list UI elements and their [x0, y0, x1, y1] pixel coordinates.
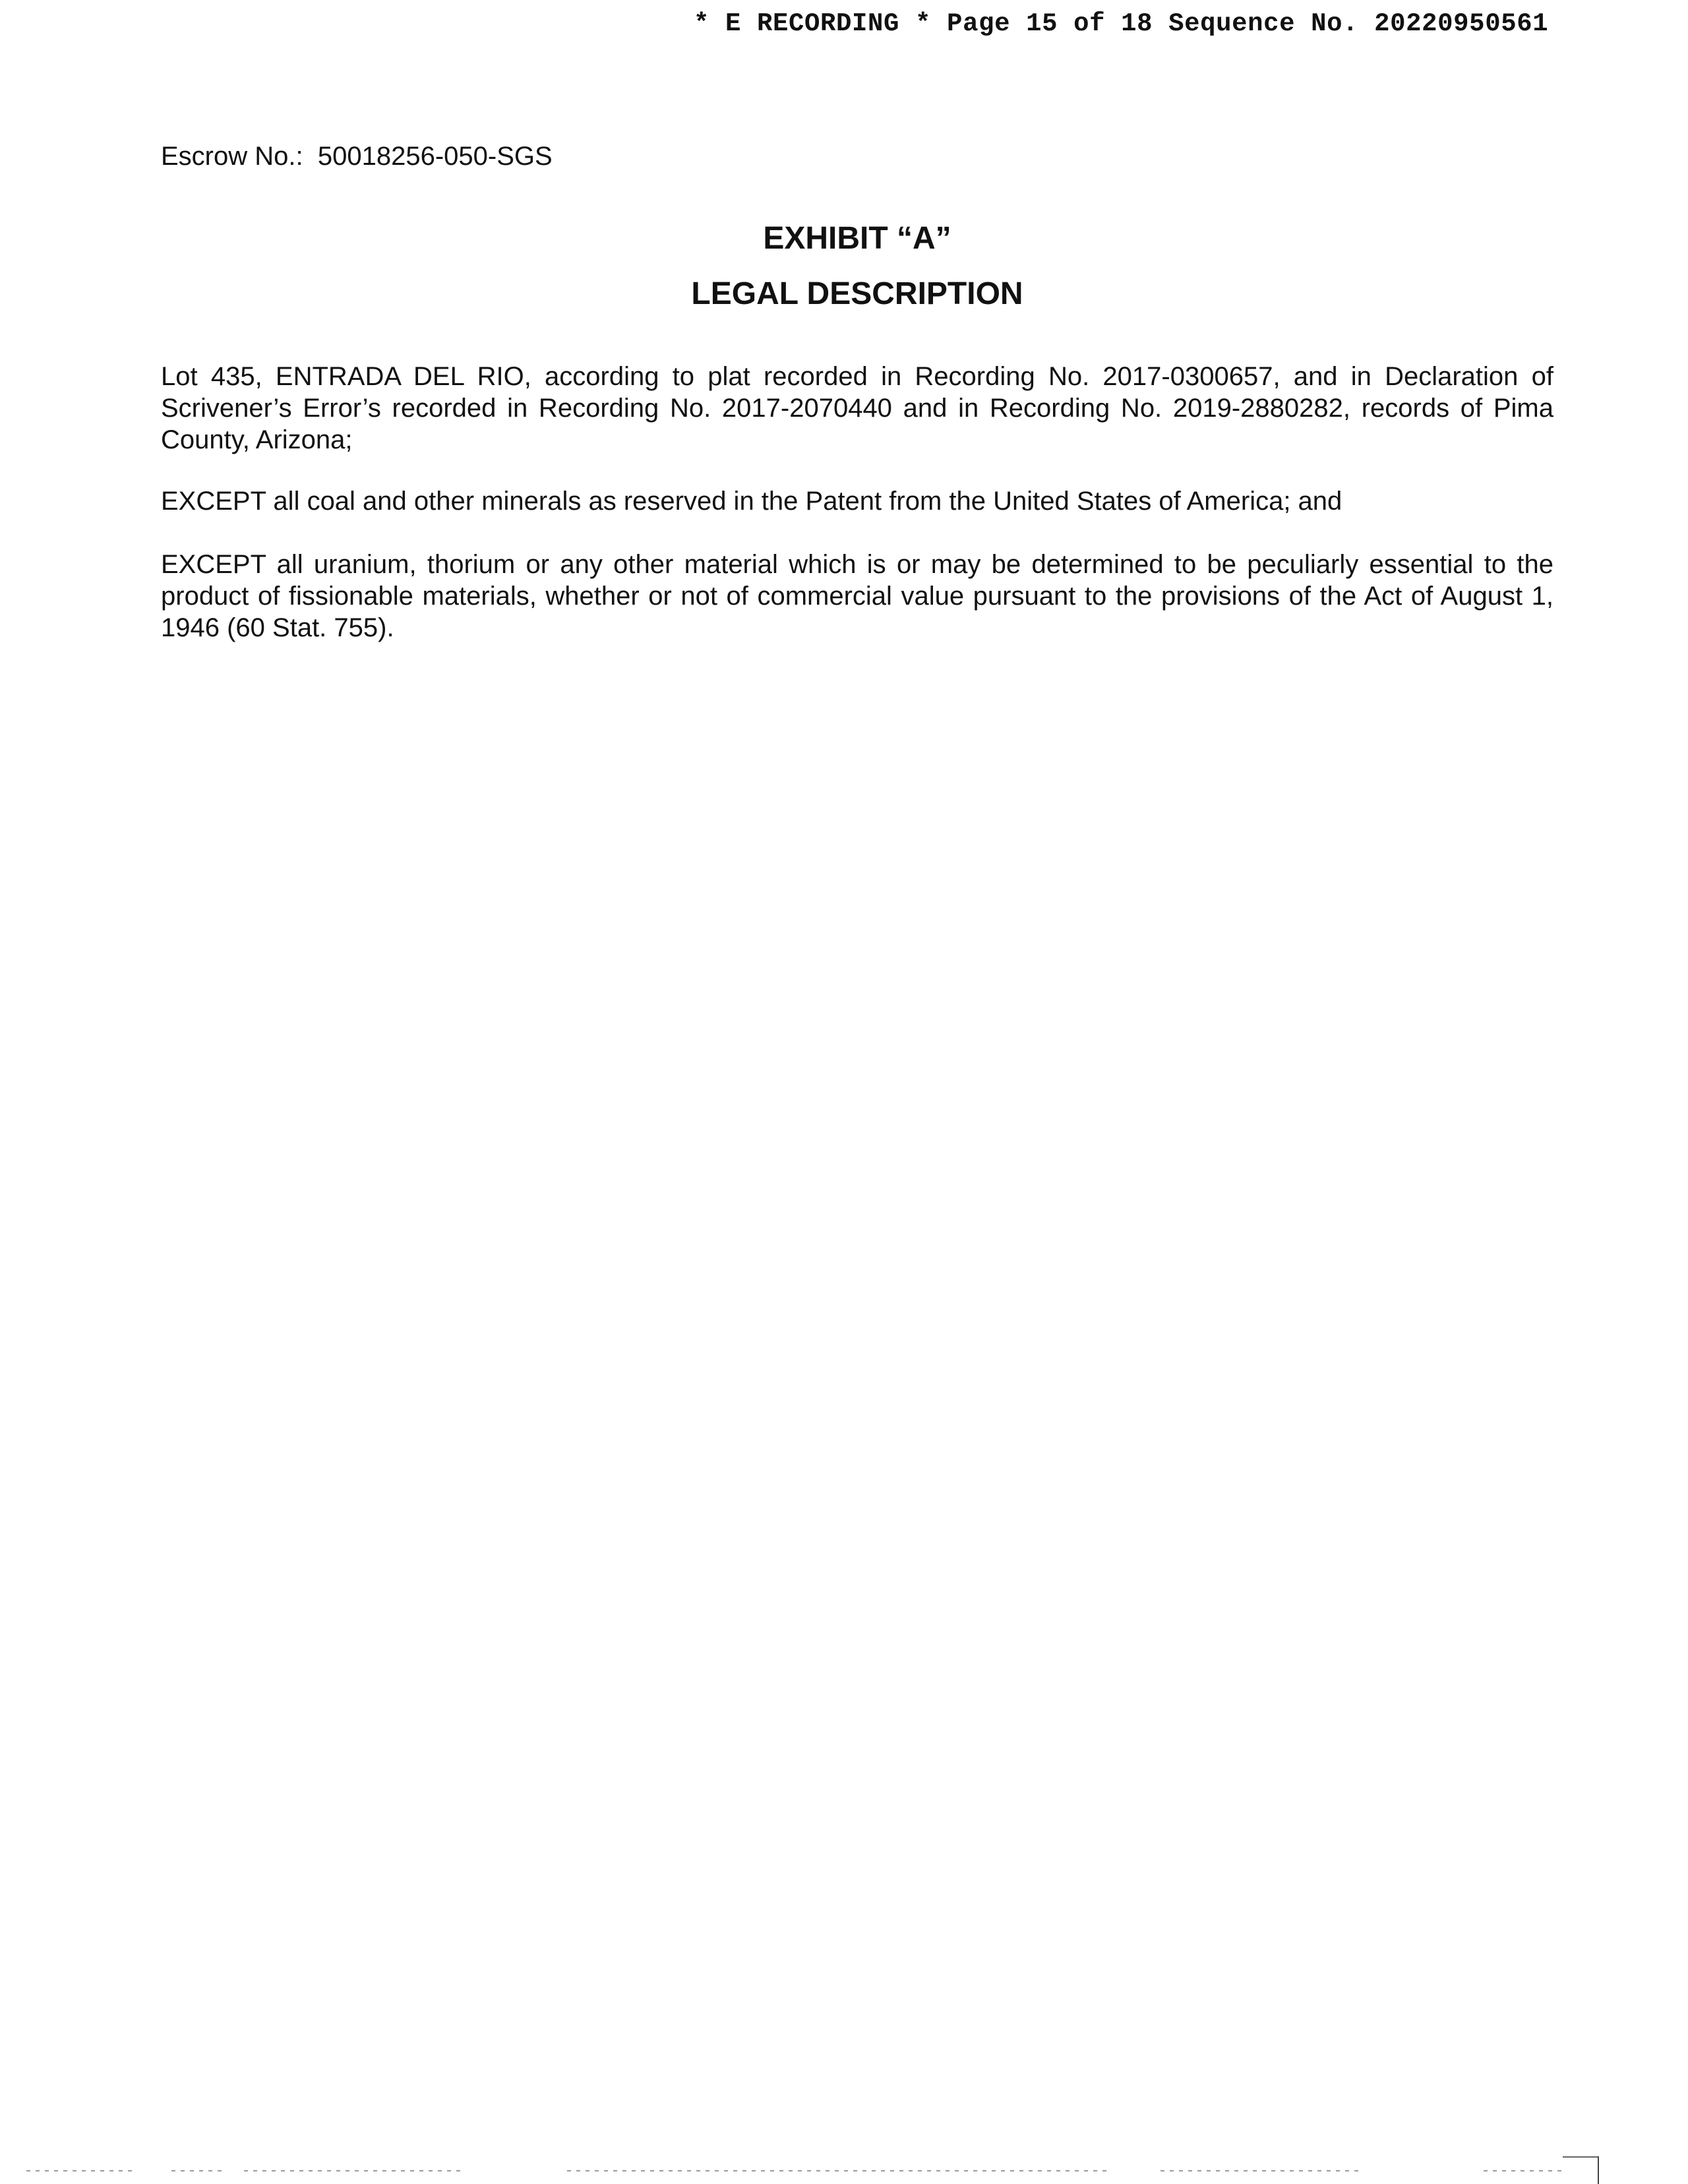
scan-artifact-line — [567, 2170, 1108, 2171]
scan-artifact-line — [171, 2170, 224, 2171]
recording-header: * E RECORDING * Page 15 of 18 Sequence No. 20220950561 — [694, 9, 1549, 38]
legal-description-title: LEGAL DESCRIPTION — [691, 276, 1023, 311]
minerals-exception-paragraph: EXCEPT all coal and other minerals as reserved in the Patent from the United States of America; and — [161, 487, 1342, 516]
scan-artifact-line — [244, 2170, 462, 2171]
lot-description-paragraph: Lot 435, ENTRADA DEL RIO, according to plat recorded in Recording No. 2017-0300657, and in Declaration of Scrivener’s Error’s recorded in Recording No. 2017-2070440 and in Recording No. 2019-2880282, records of Pima County, Arizona; — [161, 362, 1553, 454]
scan-artifact-line — [26, 2170, 132, 2171]
escrow-label: Escrow No.: — [161, 142, 303, 171]
escrow-number: 50018256-050-SGS — [317, 142, 553, 171]
escrow-line — [161, 142, 553, 171]
uranium-exception-paragraph: EXCEPT all uranium, thorium or any other material which is or may be determined to be peculiarly essential to the product of fissionable materials, whether or not of commercial value pursuant to the provisions of the Act of August 1, 1946 (60 Stat. 755). — [161, 550, 1553, 642]
exhibit-title: EXHIBIT “A” — [763, 221, 951, 256]
scan-artifact-line — [1160, 2170, 1358, 2171]
scan-corner-mark — [1563, 2156, 1599, 2158]
scan-corner-mark — [1598, 2156, 1599, 2184]
scan-artifact-line — [1484, 2170, 1563, 2171]
